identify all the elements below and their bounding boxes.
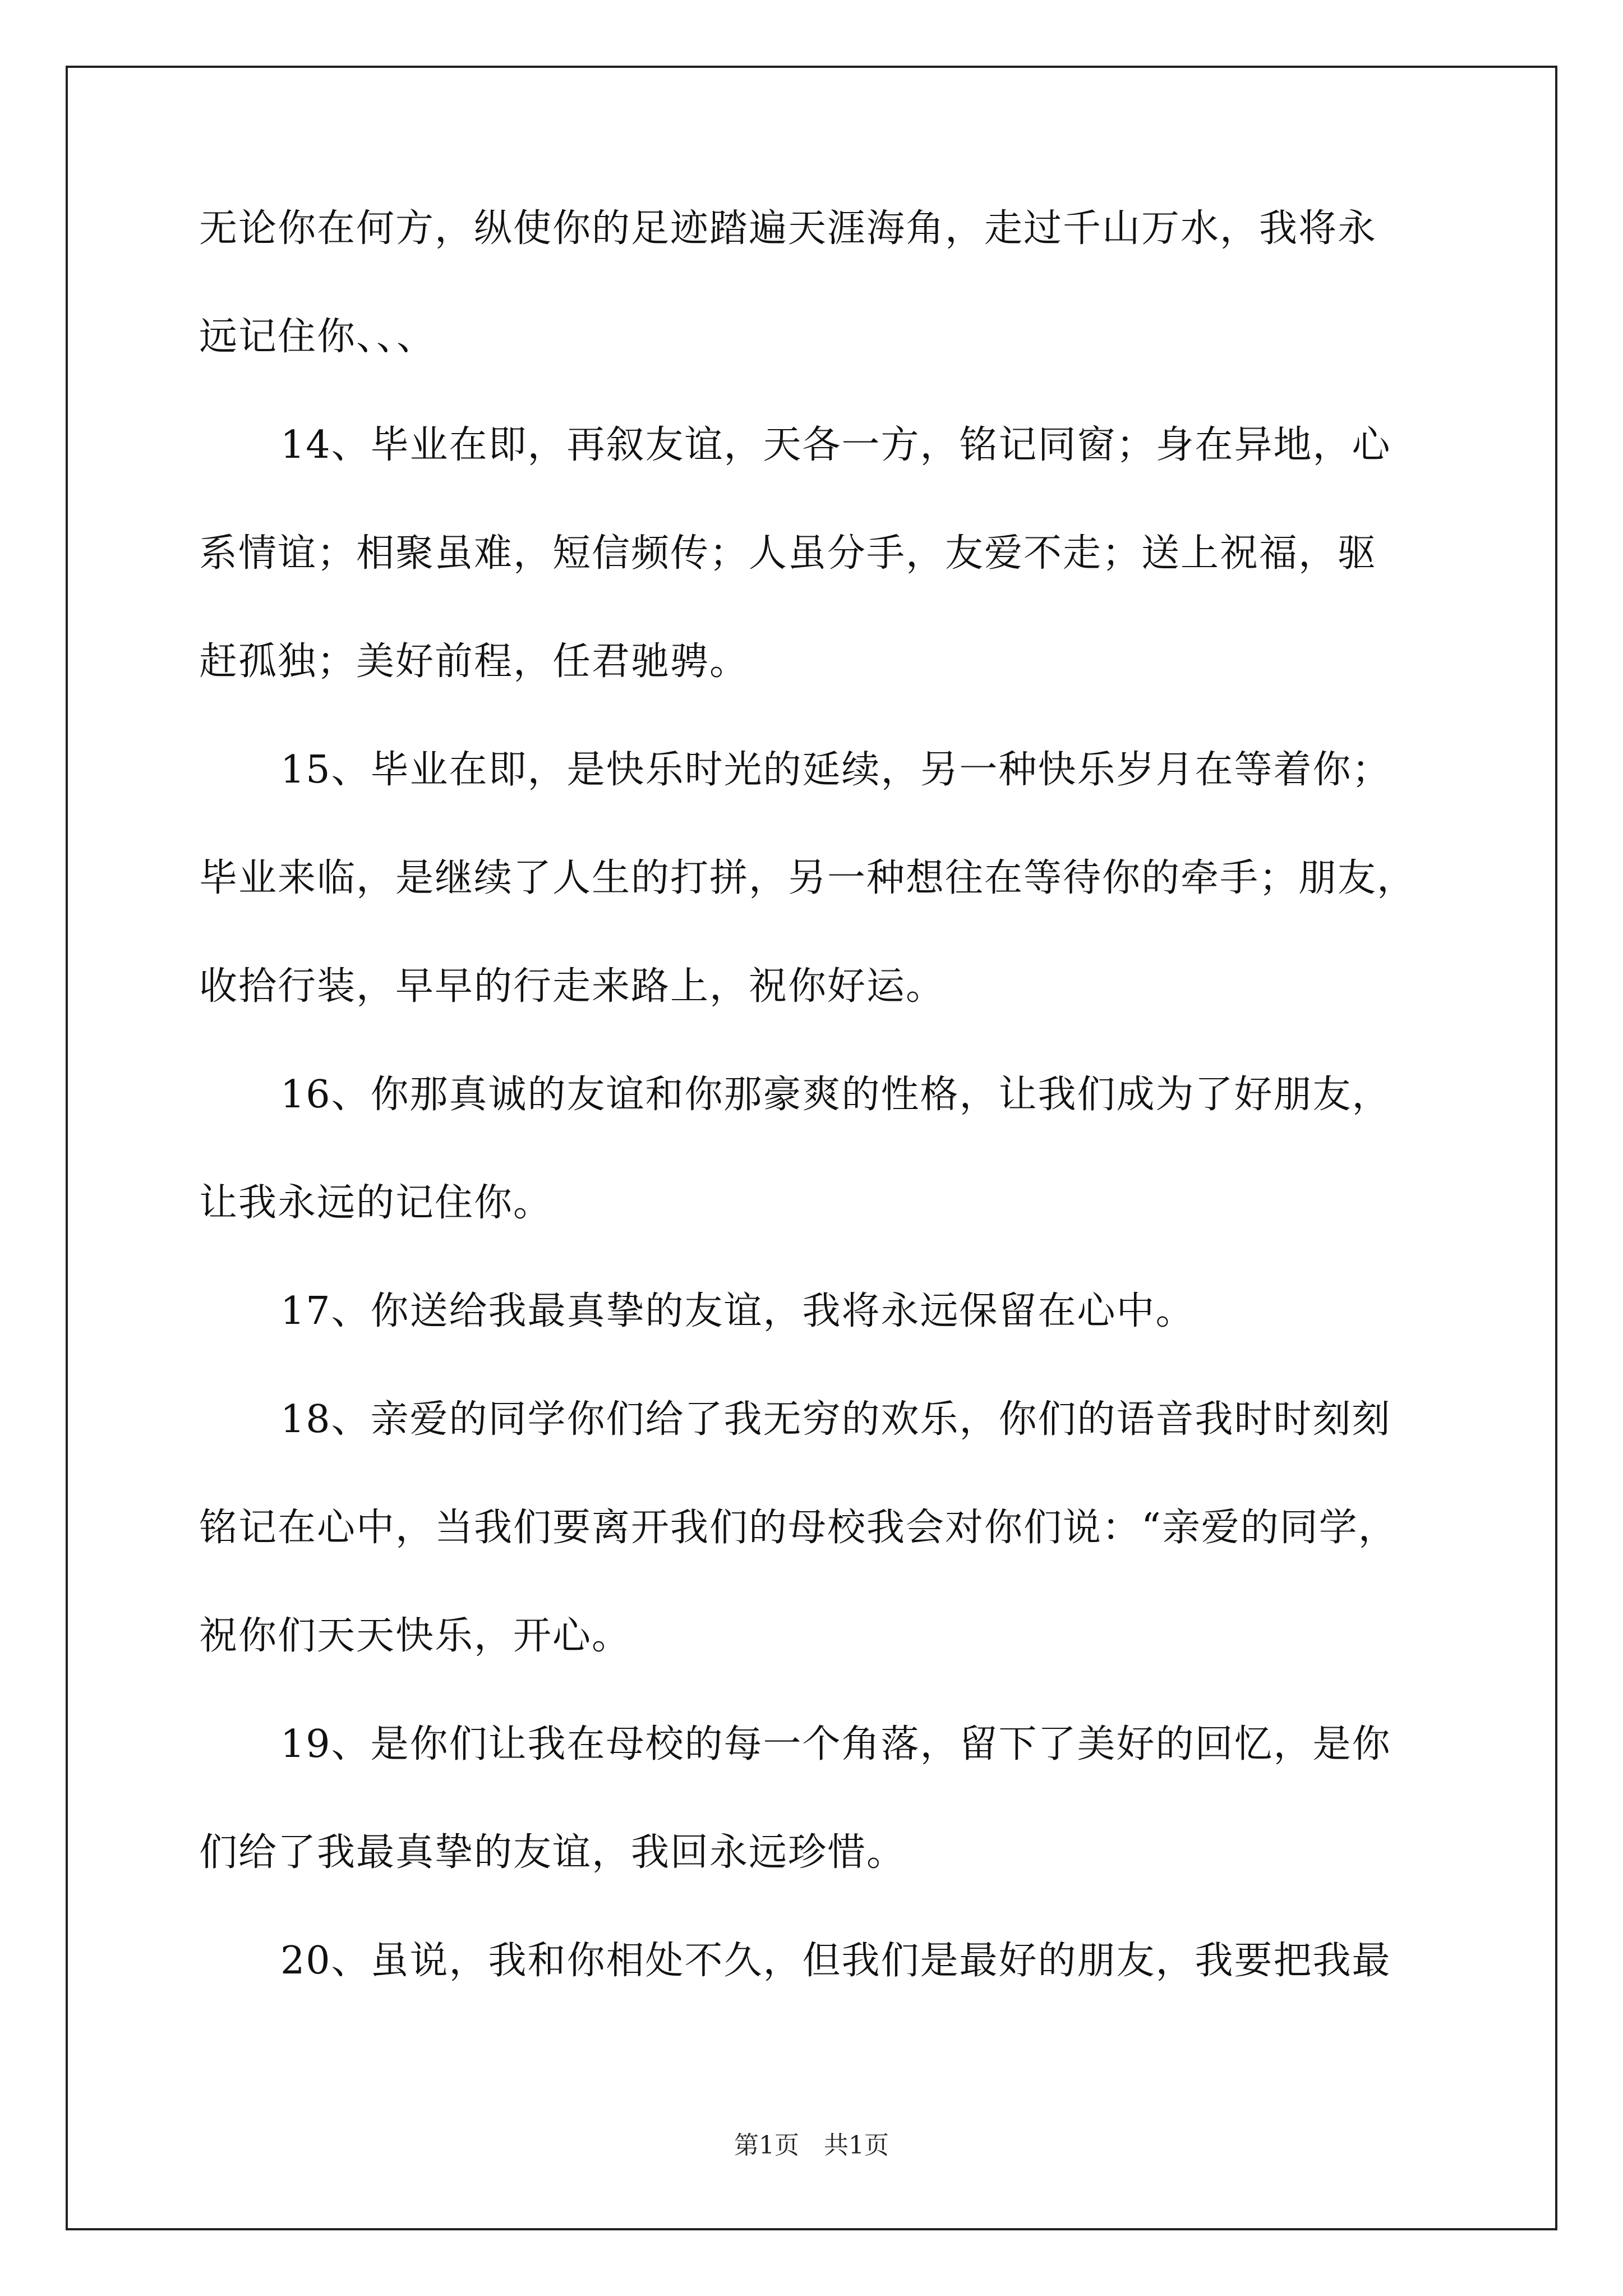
document-body [199, 202, 1433, 1987]
text-line: 铭记在心中，当我们要离开我们的母校我会对你们说：“亲爱的同学， [199, 1506, 1398, 1550]
paragraph-16-start: 16、你那真诚的友谊和你那豪爽的性格，让我们成为了好朋友， [280, 1073, 1391, 1117]
text-line: 远记住你、、、 [199, 315, 436, 359]
paragraph-18-start: 18、亲爱的同学你们给了我无穷的欢乐，你们的语音我时时刻刻 [280, 1397, 1391, 1442]
text-line: 们给了我最真挚的友谊，我回永远珍惜。 [199, 1830, 906, 1875]
text-line: 祝你们天天快乐，开心。 [199, 1614, 631, 1658]
paragraph-15-start: 15、毕业在即，是快乐时光的延续，另一种快乐岁月在等着你； [280, 748, 1391, 792]
paragraph-20-start: 20、虽说，我和你相处不久，但我们是最好的朋友，我要把我最 [280, 1939, 1391, 1983]
text-line: 系情谊；相聚虽难，短信频传；人虽分手，友爱不走；送上祝福，驱 [199, 531, 1377, 576]
paragraph-14-start: 14、毕业在即，再叙友谊，天各一方，铭记同窗；身在异地，心 [280, 423, 1391, 467]
text-line: 让我永远的记住你。 [199, 1181, 553, 1225]
text-line: 赶孤独；美好前程，任君驰骋。 [199, 639, 749, 684]
text-line: 毕业来临，是继续了人生的打拼，另一种想往在等待你的牵手；朋友， [199, 856, 1417, 900]
page-footer: 第1页 共1页 [734, 2131, 889, 2160]
paragraph-17: 17、你送给我最真挚的友谊，我将永远保留在心中。 [280, 1289, 1195, 1333]
paragraph-19-start: 19、是你们让我在母校的每一个角落，留下了美好的回忆，是你 [280, 1722, 1391, 1766]
text-line: 无论你在何方，纵使你的足迹踏遍天涯海角，走过千山万水，我将永 [199, 206, 1377, 251]
text-line: 收拾行装，早早的行走来路上，祝你好运。 [199, 964, 946, 1009]
